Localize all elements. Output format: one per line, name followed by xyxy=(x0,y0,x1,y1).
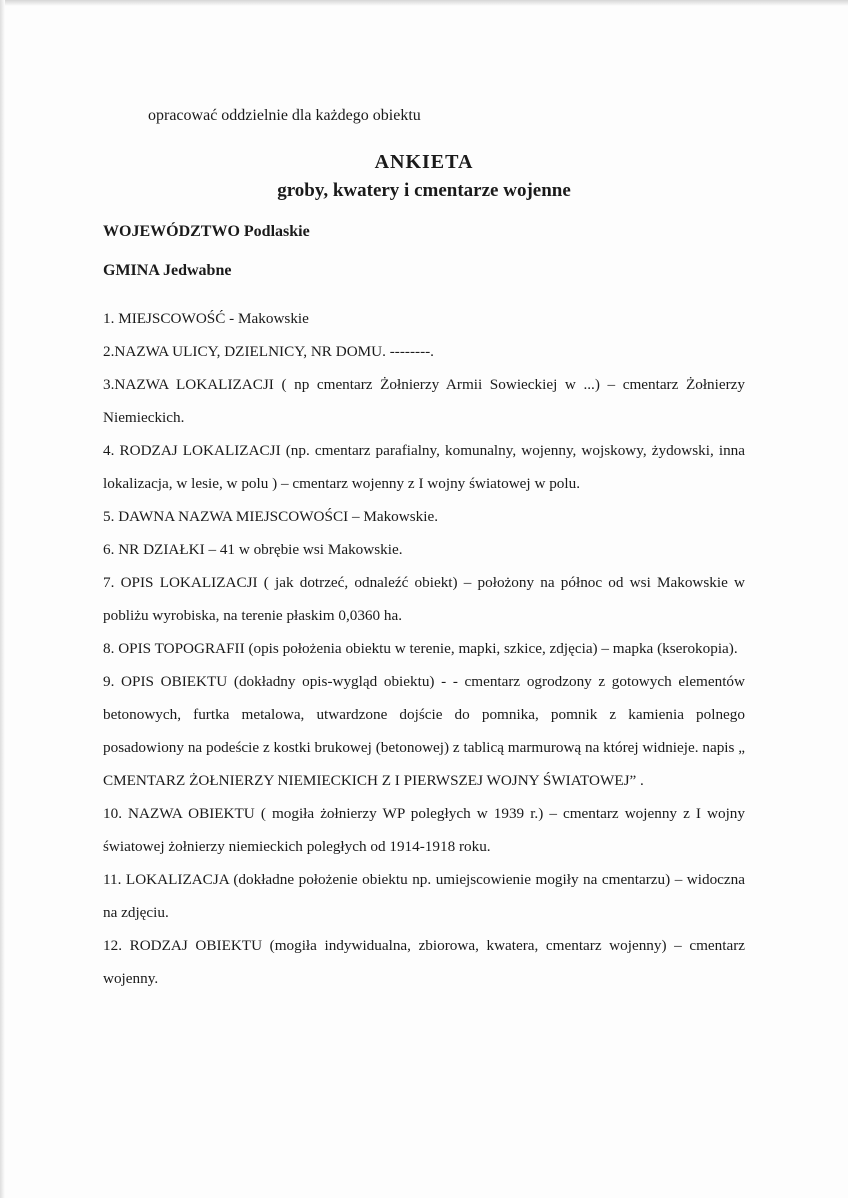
voivodeship-heading: WOJEWÓDZTWO Podlaskie xyxy=(103,223,310,240)
commune-heading: GMINA Jedwabne xyxy=(103,262,232,279)
item-location-type: 4. RODZAJ LOKALIZACJI (np. cmentarz parafialny, komunalny, wojenny, wojskowy, żydowski, inna lokalizacja, w lesie, w polu ) – cmentarz wojenny z I wojny światowej w polu. xyxy=(103,442,745,492)
item-location-description: 7. OPIS LOKALIZACJI ( jak dotrzeć, odnaleźć obiekt) – położony na północ od wsi Makowskie w pobliżu wyrobiska, na terenie płaskim 0,0360 ha. xyxy=(103,574,745,624)
item-object-name: 10. NAZWA OBIEKTU ( mogiła żołnierzy WP poległych w 1939 r.) – cmentarz wojenny z I wojny światowej żołnierzy niemieckich poległych od 1914-1918 roku. xyxy=(103,805,745,855)
scan-edge-top xyxy=(0,0,848,6)
item-localization: 11. LOKALIZACJA (dokładne położenie obiektu np. umiejscowienie mogiły na cmentarzu) – widoczna na zdjęciu. xyxy=(103,871,745,921)
questionnaire-items xyxy=(103,302,745,995)
item-plot-number: 6. NR DZIAŁKI – 41 w obrębie wsi Makowskie. xyxy=(103,541,403,558)
item-former-name: 5. DAWNA NAZWA MIEJSCOWOŚCI – Makowskie. xyxy=(103,508,439,525)
item-object-type: 12. RODZAJ OBIEKTU (mogiła indywidualna, zbiorowa, kwatera, cmentarz wojenny) – cmentarz wojenny. xyxy=(103,937,745,987)
item-topography: 8. OPIS TOPOGRAFII (opis położenia obiektu w terenie, mapki, szkice, zdjęcia) – mapka (kserokopia). xyxy=(103,640,738,657)
item-street: 2.NAZWA ULICY, DZIELNICY, NR DOMU. --------. xyxy=(103,343,434,360)
instruction-note: opracować oddzielnie dla każdego obiektu xyxy=(148,107,421,124)
item-object-description: 9. OPIS OBIEKTU (dokładny opis-wygląd obiektu) - - cmentarz ogrodzony z gotowych elementów betonowych, furtka metalowa, utwardzone dojście do pomnika, pomnik z kamienia polnego posadowiony na podeście z kostki brukowej (betonowej) z tablicą marmurową na której widnieje. napis „ CMENTARZ ŻOŁNIERZY NIEMIECKICH Z I PIERWSZEJ WOJNY ŚWIATOWEJ” . xyxy=(103,673,745,789)
item-location-name: 3.NAZWA LOKALIZACJI ( np cmentarz Żołnierzy Armii Sowieckiej w ...) – cmentarz Żołnierzy Niemieckich. xyxy=(103,376,745,426)
title-block xyxy=(0,150,848,204)
item-locality: 1. MIEJSCOWOŚĆ - Makowskie xyxy=(103,310,309,327)
document-subtitle: groby, kwatery i cmentarze wojenne xyxy=(277,180,571,201)
document-title: ANKIETA xyxy=(374,151,474,173)
